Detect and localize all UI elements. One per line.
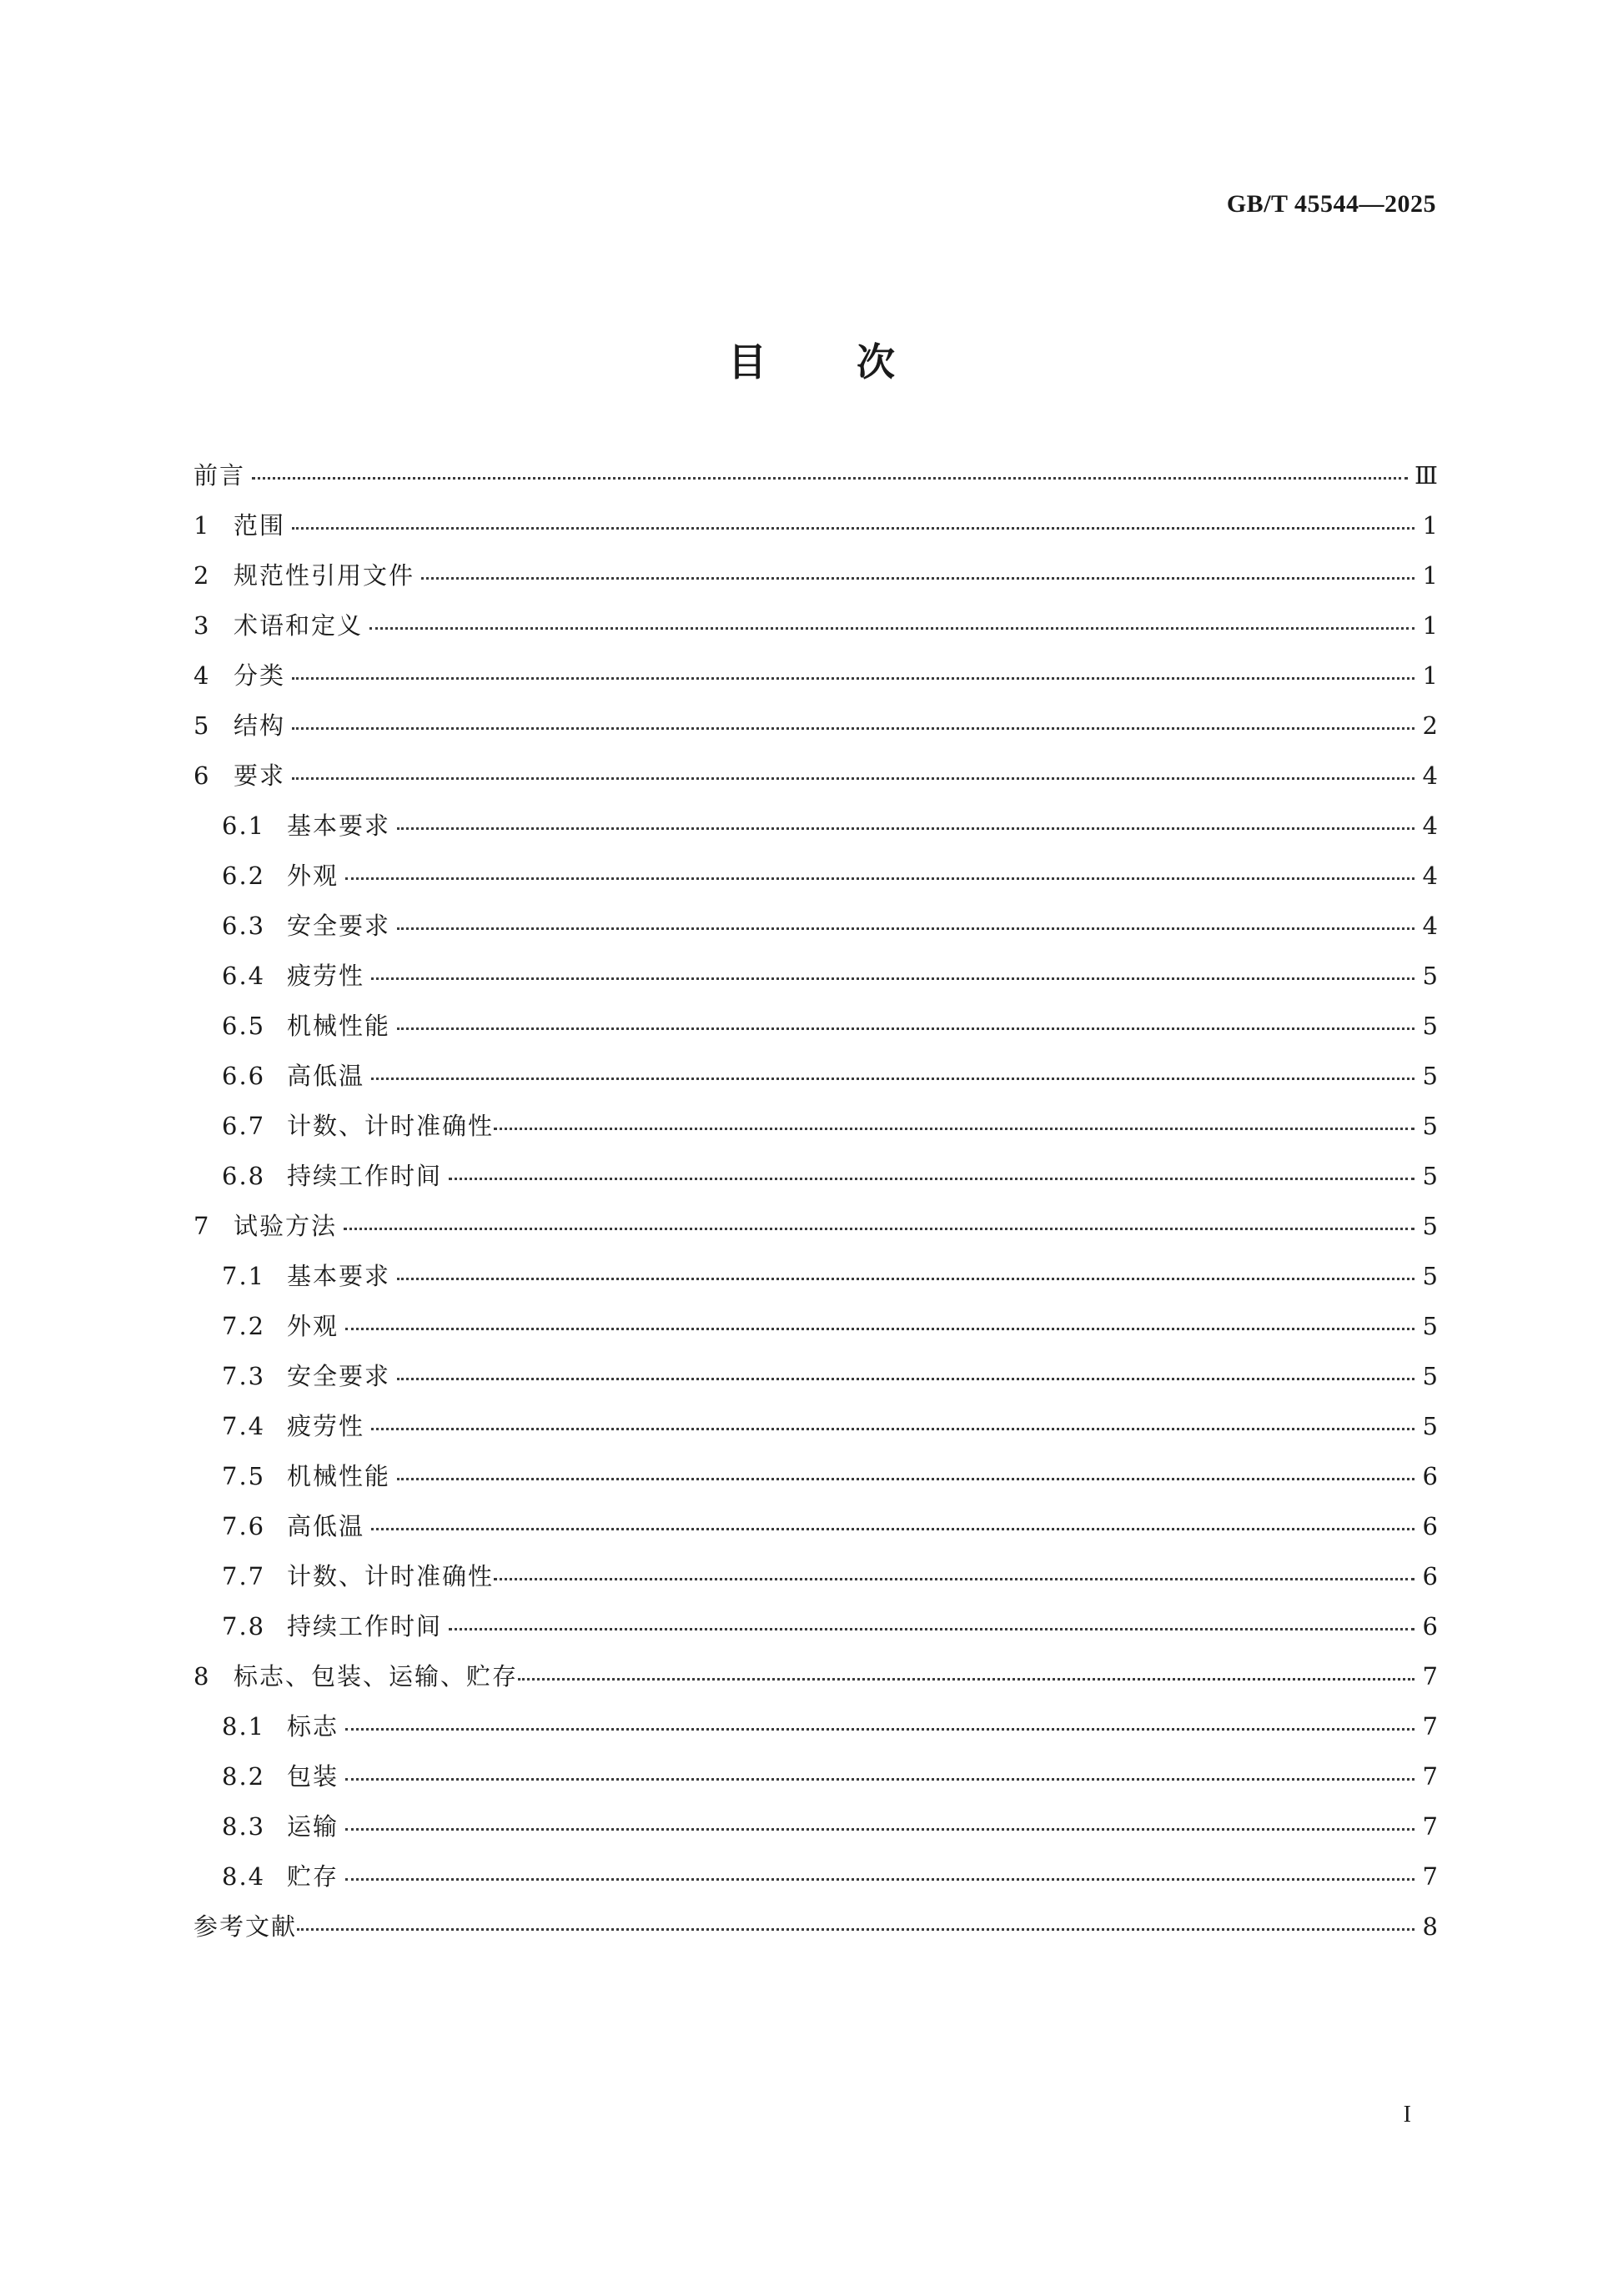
- toc-leader-dots: [494, 1578, 1414, 1580]
- toc-leader-dots: [344, 1228, 1414, 1230]
- toc-entry-number: 5: [193, 711, 211, 740]
- toc-entry-label: 疲劳性: [287, 962, 365, 990]
- toc-entry-label: 术语和定义: [234, 611, 364, 640]
- toc-page-number: 5: [1422, 1112, 1440, 1140]
- page-title: [0, 332, 1623, 387]
- toc-page-number: 6: [1422, 1612, 1440, 1640]
- toc-entry-number: 8.4: [222, 1862, 266, 1891]
- toc-entry-number: 6.2: [222, 862, 266, 890]
- toc-page-number: 7: [1422, 1662, 1440, 1691]
- toc-entry-6-2[interactable]: [193, 857, 1440, 907]
- table-of-contents: [193, 457, 1440, 1958]
- toc-leader-dots: [345, 1878, 1414, 1881]
- toc-entry-6-4[interactable]: [193, 957, 1440, 1007]
- toc-entry-label: 机械性能: [287, 1462, 391, 1490]
- toc-entry-label: 参考文献: [193, 1912, 298, 1941]
- toc-entry-8-2[interactable]: [193, 1758, 1440, 1808]
- toc-entry-label: 范围: [234, 511, 286, 540]
- toc-leader-dots: [292, 677, 1414, 680]
- toc-leader-dots: [369, 627, 1414, 630]
- toc-entry-label: 试验方法: [234, 1212, 338, 1240]
- toc-entry-number: 7.2: [222, 1312, 266, 1340]
- toc-page-number: 4: [1422, 912, 1440, 940]
- toc-page-number: 4: [1422, 761, 1440, 790]
- toc-page-number: 5: [1422, 1062, 1440, 1090]
- toc-entry-number: 2: [193, 561, 211, 590]
- toc-leader-dots: [421, 577, 1414, 580]
- toc-entry-number: 8.3: [222, 1812, 266, 1841]
- toc-page-number: 1: [1422, 561, 1440, 590]
- toc-entry-6-1[interactable]: [193, 807, 1440, 857]
- toc-page-number: 7: [1422, 1712, 1440, 1741]
- toc-page-number: Ⅲ: [1414, 461, 1440, 490]
- toc-entry-number: 4: [193, 661, 211, 690]
- toc-leader-dots: [449, 1628, 1414, 1630]
- toc-page-number: 4: [1422, 862, 1440, 890]
- toc-entry-label: 规范性引用文件: [234, 561, 415, 590]
- toc-entry-8[interactable]: [193, 1658, 1440, 1708]
- footer-page-number: I: [1403, 2102, 1411, 2128]
- toc-page-number: 1: [1422, 611, 1440, 640]
- toc-page-number: 5: [1422, 1412, 1440, 1440]
- toc-entry-number: 6.6: [222, 1062, 266, 1090]
- toc-leader-dots: [449, 1178, 1414, 1180]
- toc-entry-label: 机械性能: [287, 1012, 391, 1040]
- toc-entry-number: 7.8: [222, 1612, 266, 1640]
- toc-entry-label: 安全要求: [287, 912, 391, 940]
- toc-page-number: 7: [1422, 1812, 1440, 1841]
- toc-entry-label: 分类: [234, 661, 286, 690]
- toc-leader-dots: [345, 1728, 1414, 1731]
- toc-entry-3[interactable]: [193, 607, 1440, 657]
- toc-entry-6-6[interactable]: [193, 1058, 1440, 1108]
- standard-number: GB/T 45544—2025: [1226, 190, 1436, 218]
- toc-entry-number: 8.2: [222, 1762, 266, 1791]
- toc-leader-dots: [371, 1528, 1414, 1530]
- toc-page-number: 1: [1422, 511, 1440, 540]
- toc-entry-label: 前言: [193, 461, 246, 490]
- toc-page-number: 7: [1422, 1862, 1440, 1891]
- toc-entry-6[interactable]: [193, 757, 1440, 807]
- toc-entry-number: 6.8: [222, 1162, 266, 1190]
- toc-entry-label: 安全要求: [287, 1362, 391, 1390]
- toc-entry-label: 标志、包装、运输、贮存: [234, 1662, 519, 1691]
- toc-leader-dots: [494, 1128, 1414, 1130]
- toc-entry-7-1[interactable]: [193, 1258, 1440, 1308]
- toc-entry-label: 外观: [287, 1312, 339, 1340]
- toc-page-number: 6: [1422, 1462, 1440, 1490]
- toc-entry-label: 运输: [287, 1812, 339, 1841]
- toc-entry-number: 6: [193, 761, 211, 790]
- toc-entry-label: 计数、计时准确性: [287, 1112, 495, 1140]
- toc-page-number: 5: [1422, 1012, 1440, 1040]
- toc-entry-7-8[interactable]: [193, 1608, 1440, 1658]
- toc-entry-number: 7.7: [222, 1562, 266, 1590]
- toc-page-number: 1: [1422, 661, 1440, 690]
- toc-entry-8-1[interactable]: [193, 1708, 1440, 1758]
- toc-page-number: 6: [1422, 1562, 1440, 1590]
- toc-entry-5[interactable]: [193, 707, 1440, 757]
- toc-entry-7[interactable]: [193, 1208, 1440, 1258]
- title-char-1: 目: [728, 339, 766, 384]
- toc-entry-label: 高低温: [287, 1512, 365, 1540]
- toc-leader-dots: [397, 1478, 1414, 1480]
- toc-entry-label: 高低温: [287, 1062, 365, 1090]
- toc-leader-dots: [345, 1328, 1414, 1330]
- toc-leader-dots: [397, 1027, 1414, 1030]
- toc-entry-7-2[interactable]: [193, 1308, 1440, 1358]
- toc-page-number: 5: [1422, 1362, 1440, 1390]
- toc-entry-label: 持续工作时间: [287, 1162, 443, 1190]
- toc-entry-number: 7.1: [222, 1262, 266, 1290]
- toc-entry-number: 6.4: [222, 962, 266, 990]
- toc-page-number: 5: [1422, 1262, 1440, 1290]
- toc-entry-number: 6.1: [222, 811, 266, 840]
- toc-page-number: 5: [1422, 1212, 1440, 1240]
- toc-leader-dots: [371, 1428, 1414, 1430]
- toc-page-number: 2: [1422, 711, 1440, 740]
- toc-page-number: 5: [1422, 1312, 1440, 1340]
- toc-entry-8-4[interactable]: [193, 1858, 1440, 1908]
- toc-leader-dots: [292, 527, 1414, 530]
- toc-entry-label: 持续工作时间: [287, 1612, 443, 1640]
- toc-entry-label: 贮存: [287, 1862, 339, 1891]
- toc-entry-label: 包装: [287, 1762, 339, 1791]
- toc-entry-number: 7.6: [222, 1512, 266, 1540]
- toc-leader-dots: [397, 1278, 1414, 1280]
- toc-entry-label: 要求: [234, 761, 286, 790]
- toc-entry-label: 计数、计时准确性: [287, 1562, 495, 1590]
- toc-entry-number: 7.3: [222, 1362, 266, 1390]
- toc-entry-number: 1: [193, 511, 211, 540]
- toc-leader-dots: [345, 1778, 1414, 1781]
- toc-leader-dots: [371, 1078, 1414, 1080]
- toc-entry-7-6[interactable]: [193, 1508, 1440, 1558]
- toc-entry-number: 7.5: [222, 1462, 266, 1490]
- toc-entry-label: 标志: [287, 1712, 339, 1741]
- toc-entry-6-5[interactable]: [193, 1007, 1440, 1058]
- toc-entry-label: 结构: [234, 711, 286, 740]
- toc-page-number: 7: [1422, 1762, 1440, 1791]
- toc-entry-2[interactable]: [193, 557, 1440, 607]
- toc-entry-6-3[interactable]: [193, 907, 1440, 957]
- toc-page-number: 5: [1422, 1162, 1440, 1190]
- toc-entry-label: 基本要求: [287, 811, 391, 840]
- toc-leader-dots: [297, 1928, 1414, 1931]
- toc-entry-number: 7.4: [222, 1412, 266, 1440]
- toc-entry-1[interactable]: [193, 507, 1440, 557]
- toc-entry-number: 6.3: [222, 912, 266, 940]
- toc-leader-dots: [518, 1678, 1414, 1681]
- toc-entry-4[interactable]: [193, 657, 1440, 707]
- toc-leader-dots: [252, 477, 1408, 480]
- toc-entry-number: 8.1: [222, 1712, 266, 1741]
- toc-leader-dots: [292, 777, 1414, 780]
- toc-leader-dots: [345, 877, 1414, 880]
- toc-entry-number: 3: [193, 611, 211, 640]
- toc-entry-8-3[interactable]: [193, 1808, 1440, 1858]
- toc-entry-6-8[interactable]: [193, 1158, 1440, 1208]
- toc-entry-7-3[interactable]: [193, 1358, 1440, 1408]
- toc-leader-dots: [345, 1828, 1414, 1831]
- toc-entry-label: 基本要求: [287, 1262, 391, 1290]
- toc-entry-bibliography[interactable]: [193, 1908, 1440, 1958]
- toc-leader-dots: [371, 977, 1414, 980]
- toc-leader-dots: [397, 827, 1414, 830]
- toc-leader-dots: [397, 927, 1414, 930]
- toc-page-number: 6: [1422, 1512, 1440, 1540]
- toc-page-number: 4: [1422, 811, 1440, 840]
- toc-entry-number: 6.7: [222, 1112, 266, 1140]
- toc-entry-6-7[interactable]: [193, 1108, 1440, 1158]
- toc-entry-7-5[interactable]: [193, 1458, 1440, 1508]
- toc-entry-number: 6.5: [222, 1012, 266, 1040]
- toc-page-number: 8: [1422, 1912, 1440, 1941]
- toc-entry-number: 7: [193, 1212, 211, 1240]
- toc-leader-dots: [292, 727, 1414, 730]
- toc-entry-number: 8: [193, 1662, 211, 1691]
- title-char-2: 次: [857, 339, 895, 384]
- toc-entry-7-4[interactable]: [193, 1408, 1440, 1458]
- toc-page-number: 5: [1422, 962, 1440, 990]
- toc-entry-7-7[interactable]: [193, 1558, 1440, 1608]
- toc-entry-foreword[interactable]: [193, 457, 1440, 507]
- toc-entry-label: 疲劳性: [287, 1412, 365, 1440]
- toc-leader-dots: [397, 1378, 1414, 1380]
- toc-entry-label: 外观: [287, 862, 339, 890]
